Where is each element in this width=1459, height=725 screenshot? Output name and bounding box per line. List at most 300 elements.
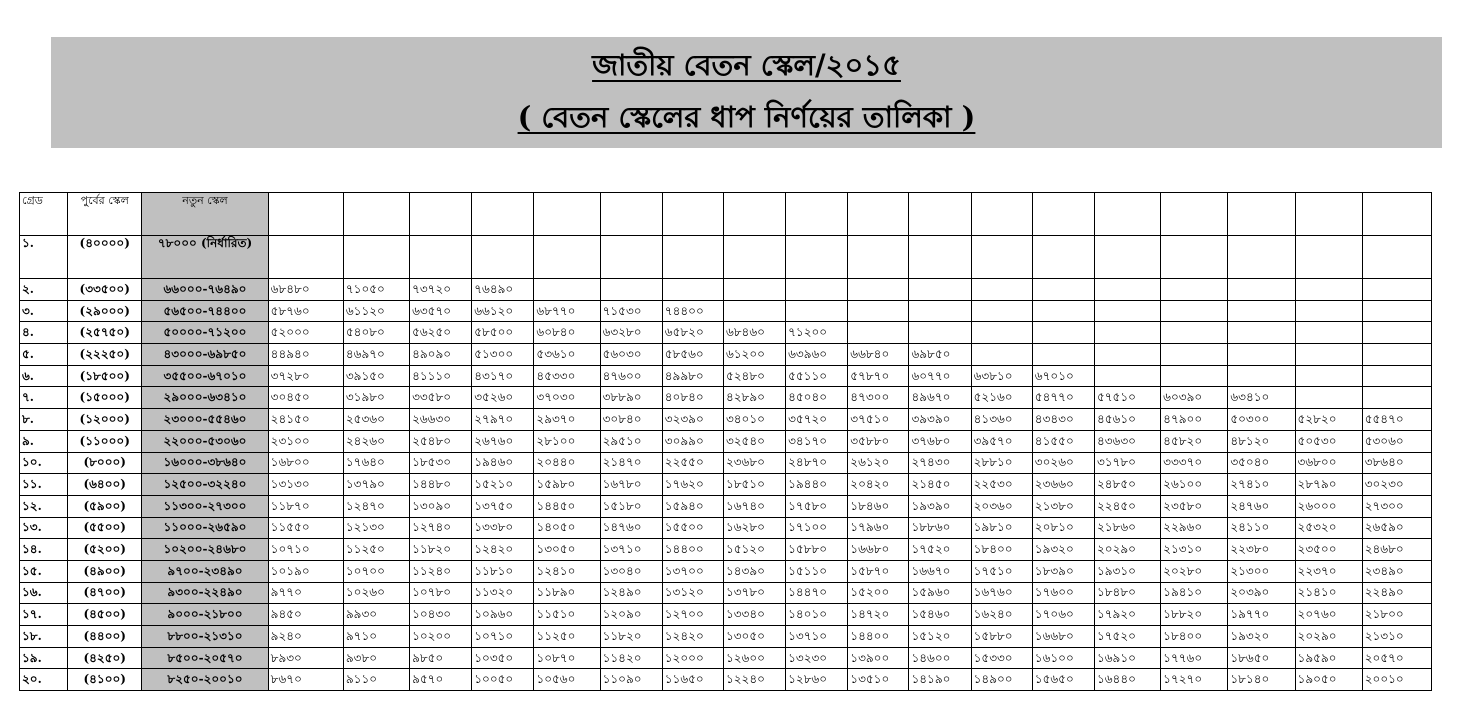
step-cell: ২৪৭৬০ — [1228, 495, 1295, 517]
step-cell: ৬৬৮৪০ — [848, 344, 909, 366]
grade-cell: ১৯. — [20, 647, 68, 669]
step-cell: ২৫৩৬০ — [343, 409, 409, 431]
grade-cell: ৭. — [20, 387, 68, 409]
step-cell: ১৫৮৮০ — [786, 539, 848, 561]
step-cell: ২২৯৬০ — [1161, 517, 1228, 539]
step-cell: ১৫১৮০ — [600, 495, 662, 517]
step-cell: ৮৬৭০ — [268, 669, 343, 691]
new-scale-cell: ৯৭০০-২৩৪৯০ — [142, 560, 268, 582]
step-cell: ২০৭৬০ — [1295, 604, 1362, 626]
step-cell: ৭৪৪০০ — [662, 300, 723, 322]
old-scale-cell: (৪০০০০) — [68, 236, 142, 279]
step-cell: ২১৪৭০ — [600, 452, 662, 474]
empty-cell — [1032, 344, 1094, 366]
step-cell: ১৬৮০০ — [268, 452, 343, 474]
step-cell: ৫৬২৫০ — [410, 322, 472, 344]
page-subtitle: ( বেতন স্কেলের ধাপ নির্ণয়ের তালিকা ) — [517, 100, 976, 134]
step-cell: ১৭৬২০ — [662, 474, 723, 496]
step-cell: ১৭২৭০ — [1161, 669, 1228, 691]
old-scale-cell: (৬৪০০) — [68, 474, 142, 496]
step-cell: ২২৪৯০ — [1362, 582, 1431, 604]
new-scale-cell: ৫৬৫০০-৭৪৪০০ — [142, 300, 268, 322]
step-cell: ১০৭১০ — [268, 539, 343, 561]
step-cell: ৪৪৯৪০ — [268, 344, 343, 366]
table-row — [20, 604, 1432, 626]
step-cell: ১৮৩৯০ — [1032, 560, 1094, 582]
step-cell: ১৪০১০ — [786, 604, 848, 626]
step-cell: ১৯৩২০ — [1032, 539, 1094, 561]
grade-cell: ১১. — [20, 474, 68, 496]
step-cell: ২৬১০০ — [1161, 474, 1228, 496]
step-cell: ১৬৬৮০ — [1032, 626, 1094, 648]
empty-cell — [1295, 322, 1362, 344]
step-cell: ৪৭৯০০ — [1161, 409, 1228, 431]
new-scale-cell: ৯০০০-২১৮০০ — [142, 604, 268, 626]
old-scale-cell: (৪১০০) — [68, 669, 142, 691]
step-cell: ১১৮২০ — [410, 539, 472, 561]
step-cell: ১৫৪৬০ — [909, 604, 971, 626]
step-cell: ২৮৮১০ — [971, 452, 1032, 474]
step-cell: ১৯৮১০ — [971, 517, 1032, 539]
step-cell: ৫০৩০০ — [1228, 409, 1295, 431]
step-cell: ১৬২৪০ — [971, 604, 1032, 626]
title-banner — [51, 37, 1442, 148]
step-cell: ৩৭২৮০ — [268, 365, 343, 387]
step-cell: ১০২০০ — [410, 626, 472, 648]
step-cell: ১৪১৯০ — [909, 669, 971, 691]
empty-cell — [1094, 300, 1160, 322]
step-cell: ২১৪৫০ — [909, 474, 971, 496]
step-cell: ১১০৯০ — [600, 669, 662, 691]
step-cell: ১৪৪০০ — [848, 626, 909, 648]
step-cell: ৫৮৭৬০ — [268, 300, 343, 322]
step-cell: ১৮৮২০ — [1161, 604, 1228, 626]
step-cell: ১৯৫৯০ — [1295, 647, 1362, 669]
table-row — [20, 517, 1432, 539]
step-cell: ১২০৯০ — [600, 604, 662, 626]
empty-cell — [723, 236, 785, 279]
step-cell: ২৩৪৯০ — [1362, 560, 1431, 582]
step-cell: ৫২৮২০ — [1295, 409, 1362, 431]
step-cell: ৭৩৭২০ — [410, 279, 472, 301]
empty-cell — [1362, 365, 1431, 387]
step-cell: ১৯৩৯০ — [909, 495, 971, 517]
step-cell: ১৫৯৬০ — [909, 582, 971, 604]
step-cell: ২৯৫১০ — [600, 430, 662, 452]
step-cell: ১৭৬৪০ — [343, 452, 409, 474]
new-scale-cell: ৮২৫০-২০০১০ — [142, 669, 268, 691]
step-cell: ২৪১৫০ — [268, 409, 343, 431]
step-cell: ৩২৩৯০ — [662, 409, 723, 431]
grade-cell: ৮. — [20, 409, 68, 431]
header-old-scale: পুর্বের স্কেল — [68, 193, 142, 236]
empty-cell — [1161, 365, 1228, 387]
step-cell: ১১৫১০ — [534, 604, 600, 626]
new-scale-cell: ৮৫০০-২০৫৭০ — [142, 647, 268, 669]
step-cell: ৪৩৪৩০ — [1032, 409, 1094, 431]
step-cell: ৫৮৫৬০ — [662, 344, 723, 366]
step-cell: ৩০২৬০ — [1032, 452, 1094, 474]
step-cell: ৩৪১৭০ — [786, 430, 848, 452]
step-cell: ৩৬৮০০ — [1295, 452, 1362, 474]
step-cell: ৫৪৭৭০ — [1032, 387, 1094, 409]
step-cell: ২২৩৮০ — [1228, 539, 1295, 561]
step-cell: ১৫৩৩০ — [971, 647, 1032, 669]
step-cell: ৫৫৪৭০ — [1362, 409, 1431, 431]
empty-cell — [1362, 322, 1431, 344]
step-cell: ২৬০০০ — [1295, 495, 1362, 517]
step-cell: ৬৭০১০ — [1032, 365, 1094, 387]
old-scale-cell: (৪৪০০) — [68, 626, 142, 648]
step-cell: ১৫৮৭০ — [848, 560, 909, 582]
step-cell: ১৬৭৮০ — [600, 474, 662, 496]
step-cell: ১৬১০০ — [1032, 647, 1094, 669]
table-row — [20, 669, 1432, 691]
step-cell: ১৪৯০০ — [971, 669, 1032, 691]
step-cell: ৪৩৬৩০ — [1094, 430, 1160, 452]
step-cell: ১২৪২০ — [472, 539, 534, 561]
empty-cell — [848, 236, 909, 279]
step-cell: ১০৩৫০ — [472, 647, 534, 669]
step-cell: ১৭৯২০ — [1094, 604, 1160, 626]
step-cell: ৩৭৬৮০ — [909, 430, 971, 452]
empty-cell — [971, 300, 1032, 322]
step-cell: ৪৬৯৭০ — [343, 344, 409, 366]
step-cell: ১৩১৩০ — [268, 474, 343, 496]
empty-cell — [1362, 279, 1431, 301]
step-cell: ৪৫৮২০ — [1161, 430, 1228, 452]
old-scale-cell: (৫৫০০) — [68, 517, 142, 539]
step-cell: ৪৭৬০০ — [600, 365, 662, 387]
step-cell: ৪০৮৪০ — [662, 387, 723, 409]
step-cell: ৬৩৮১০ — [971, 365, 1032, 387]
step-cell: ৯৩৮০ — [343, 647, 409, 669]
empty-cell — [1094, 322, 1160, 344]
step-cell: ১৩৭৯০ — [343, 474, 409, 496]
step-cell: ১০৮৭০ — [534, 647, 600, 669]
empty-cell — [662, 236, 723, 279]
grade-cell: ৫. — [20, 344, 68, 366]
empty-cell — [848, 300, 909, 322]
empty-cell — [1228, 344, 1295, 366]
step-cell: ২৫৩২০ — [1295, 517, 1362, 539]
step-cell: ১৭৬০০ — [1032, 582, 1094, 604]
step-cell: ৩৩৫৮০ — [410, 387, 472, 409]
old-scale-cell: (১৮৫০০) — [68, 365, 142, 387]
step-cell: ১১৬৫০ — [662, 669, 723, 691]
step-cell: ২০৩৬০ — [971, 495, 1032, 517]
empty-cell — [410, 236, 472, 279]
step-cell: ১২২৪০ — [723, 669, 785, 691]
step-cell: ৯২৪০ — [268, 626, 343, 648]
grade-cell: ১৬. — [20, 582, 68, 604]
step-cell: ১৫১১০ — [786, 560, 848, 582]
empty-cell — [1094, 344, 1160, 366]
step-cell: ১৫২১০ — [472, 474, 534, 496]
empty-cell — [1161, 344, 1228, 366]
empty-cell — [1228, 322, 1295, 344]
step-cell: ৮৯৩০ — [268, 647, 343, 669]
empty-cell — [971, 279, 1032, 301]
old-scale-cell: (৮০০০) — [68, 452, 142, 474]
step-cell: ২১৮০০ — [1362, 604, 1431, 626]
empty-cell — [1362, 344, 1431, 366]
table-row — [20, 647, 1432, 669]
table-row — [20, 626, 1432, 648]
pay-scale-table — [19, 192, 1432, 691]
table-row — [20, 474, 1432, 496]
step-cell: ৫১৩০০ — [472, 344, 534, 366]
new-scale-cell: ২৩০০০-৫৫৪৬০ — [142, 409, 268, 431]
step-cell: ৩৮৮৯০ — [600, 387, 662, 409]
step-cell: ২১৩৮০ — [1032, 495, 1094, 517]
step-cell: ৩১৭৮০ — [1094, 452, 1160, 474]
step-cell: ১৯৩১০ — [1094, 560, 1160, 582]
step-cell: ২০৫৭০ — [1362, 647, 1431, 669]
empty-cell — [786, 300, 848, 322]
step-cell: ১৮৬৫০ — [1228, 647, 1295, 669]
step-cell: ৬৩২৮০ — [600, 322, 662, 344]
step-cell: ৩৫০৪০ — [1228, 452, 1295, 474]
old-scale-cell: (৫৯০০) — [68, 495, 142, 517]
empty-cell — [1228, 279, 1295, 301]
step-cell: ৪৯৯৮০ — [662, 365, 723, 387]
step-cell: ৯৯৩০ — [343, 604, 409, 626]
header-grade: গ্রেড — [20, 193, 68, 236]
old-scale-cell: (৪৯০০) — [68, 560, 142, 582]
grade-cell: ১৪. — [20, 539, 68, 561]
empty-cell — [1362, 300, 1431, 322]
step-cell: ৬৬১২০ — [472, 300, 534, 322]
step-cell: ৫৪০৮০ — [343, 322, 409, 344]
step-cell: ৯৮৫০ — [410, 647, 472, 669]
step-cell: ১০০৫০ — [472, 669, 534, 691]
step-cell: ২৭৩০০ — [1362, 495, 1431, 517]
step-cell: ২৬৭৬০ — [472, 430, 534, 452]
step-cell: ২১৮৬০ — [1094, 517, 1160, 539]
step-cell: ২৪৬৮০ — [1362, 539, 1431, 561]
grade-cell: ২০. — [20, 669, 68, 691]
empty-cell — [1228, 236, 1295, 279]
step-cell: ৯১১০ — [343, 669, 409, 691]
step-cell: ১৫৯৮০ — [534, 474, 600, 496]
step-cell: ৩৫৭২০ — [786, 409, 848, 431]
empty-cell — [1295, 344, 1362, 366]
step-cell: ২৩১০০ — [268, 430, 343, 452]
step-cell: ৩৪০১০ — [723, 409, 785, 431]
step-cell: ১৬৪৪০ — [1094, 669, 1160, 691]
step-cell: ৩৭৫১০ — [848, 409, 909, 431]
step-cell: ৬০৩৯০ — [1161, 387, 1228, 409]
table-row — [20, 495, 1432, 517]
step-cell: ১৩৭৫০ — [472, 495, 534, 517]
grade-cell: ১৫. — [20, 560, 68, 582]
step-cell: ২৭৯৭০ — [472, 409, 534, 431]
step-cell: ২০৪২০ — [848, 474, 909, 496]
step-cell: ১২৭৪০ — [410, 517, 472, 539]
empty-cell — [268, 236, 343, 279]
step-cell: ২৩৬৮০ — [723, 452, 785, 474]
step-cell: ১৫৬৫০ — [1032, 669, 1094, 691]
grade-cell: ৬. — [20, 365, 68, 387]
step-cell: ৬০৭৭০ — [909, 365, 971, 387]
step-cell: ১০১৯০ — [268, 560, 343, 582]
step-cell: ২২৫৫০ — [662, 452, 723, 474]
step-cell: ৩০৯৯০ — [662, 430, 723, 452]
step-cell: ৩৭০৩০ — [534, 387, 600, 409]
empty-cell — [343, 236, 409, 279]
step-cell: ১৩১২০ — [662, 582, 723, 604]
new-scale-cell: ৭৮০০০ (নির্ধারিত) — [142, 236, 268, 279]
step-cell: ৩৮৬৪০ — [1362, 452, 1431, 474]
new-scale-cell: ৩৫৫০০-৬৭০১০ — [142, 365, 268, 387]
step-cell: ৬৫৮২০ — [662, 322, 723, 344]
old-scale-cell: (২৯০০০) — [68, 300, 142, 322]
step-cell: ২১৪১০ — [1295, 582, 1362, 604]
step-cell: ১৭৫১০ — [971, 560, 1032, 582]
header-new-scale: নতুন স্কেল — [142, 193, 268, 236]
step-cell: ৬০৮৪০ — [534, 322, 600, 344]
step-cell: ৩০২৩০ — [1362, 474, 1431, 496]
new-scale-cell: ১২৫০০-৩২২৪০ — [142, 474, 268, 496]
empty-cell — [1295, 300, 1362, 322]
table-row — [20, 279, 1432, 301]
new-scale-cell: ৯৩০০-২২৪৯০ — [142, 582, 268, 604]
step-cell: ১৬২৮০ — [723, 517, 785, 539]
step-cell: ৬৩৫৭০ — [410, 300, 472, 322]
grade-cell: ২. — [20, 279, 68, 301]
empty-cell — [600, 236, 662, 279]
empty-cell — [1032, 322, 1094, 344]
step-cell: ১৩৭০০ — [662, 560, 723, 582]
empty-cell — [786, 279, 848, 301]
step-cell: ১০৭০০ — [343, 560, 409, 582]
step-cell: ১১৪২০ — [600, 647, 662, 669]
step-cell: ২৪৮৭০ — [786, 452, 848, 474]
old-scale-cell: (৫২০০) — [68, 539, 142, 561]
step-cell: ১৮৮৬০ — [909, 517, 971, 539]
step-cell: ১১৮২০ — [600, 626, 662, 648]
step-cell: ১৪৭৬০ — [600, 517, 662, 539]
step-cell: ১১২৪০ — [410, 560, 472, 582]
empty-cell — [848, 279, 909, 301]
step-cell: ৪৯০৯০ — [410, 344, 472, 366]
step-cell: ১৭১০০ — [786, 517, 848, 539]
table-row — [20, 322, 1432, 344]
step-cell: ১৫৮৮০ — [971, 626, 1032, 648]
header-row — [20, 193, 1432, 236]
grade-cell: ৩. — [20, 300, 68, 322]
step-cell: ২৬৬৩০ — [410, 409, 472, 431]
step-cell: ১৬৭৬০ — [971, 582, 1032, 604]
step-cell: ৯৭৭০ — [268, 582, 343, 604]
new-scale-cell: ১০২০০-২৪৬৮০ — [142, 539, 268, 561]
step-cell: ১১২৫০ — [343, 539, 409, 561]
empty-cell — [1295, 279, 1362, 301]
step-cell: ৭১০৫০ — [343, 279, 409, 301]
grade-cell: ১৭. — [20, 604, 68, 626]
step-cell: ২৭৪৩০ — [909, 452, 971, 474]
old-scale-cell: (১৫০০০) — [68, 387, 142, 409]
step-cell: ১৭৫২০ — [909, 539, 971, 561]
step-cell: ১২১৩০ — [343, 517, 409, 539]
step-cell: ৬১১২০ — [343, 300, 409, 322]
step-cell: ৬৩৯৬০ — [786, 344, 848, 366]
empty-cell — [1161, 300, 1228, 322]
old-scale-cell: (১১০০০) — [68, 430, 142, 452]
step-cell: ১৮৪০০ — [971, 539, 1032, 561]
step-cell: ১৭০৬০ — [1032, 604, 1094, 626]
step-cell: ২৩৬৬০ — [1032, 474, 1094, 496]
step-cell: ১৮৫৩০ — [410, 452, 472, 474]
empty-cell — [1228, 300, 1295, 322]
step-cell: ৫৩৬১০ — [534, 344, 600, 366]
table-row — [20, 582, 1432, 604]
old-scale-cell: (৪২৫০) — [68, 647, 142, 669]
empty-cell — [1094, 365, 1160, 387]
step-cell: ১৬৬৭০ — [909, 560, 971, 582]
step-cell: ১০৭১০ — [472, 626, 534, 648]
empty-cell — [1228, 365, 1295, 387]
empty-cell — [1161, 322, 1228, 344]
old-scale-cell: (২২২৫০) — [68, 344, 142, 366]
table-row — [20, 452, 1432, 474]
step-cell: ২১৩১০ — [1362, 626, 1431, 648]
step-cell: ১১২৫০ — [534, 626, 600, 648]
step-cell: ৩০৪৫০ — [268, 387, 343, 409]
step-cell: ২৭৪১০ — [1228, 474, 1295, 496]
step-cell: ২৯৩৭০ — [534, 409, 600, 431]
step-cell: ২২৫৩০ — [971, 474, 1032, 496]
empty-cell — [1295, 365, 1362, 387]
old-scale-cell: (৪৫০০) — [68, 604, 142, 626]
step-cell: ১৪৪৭০ — [786, 582, 848, 604]
step-cell: ৩১৯৮০ — [343, 387, 409, 409]
step-cell: ১৪০৫০ — [534, 517, 600, 539]
page-title: জাতীয় বেতন স্কেল/২০১৫ — [592, 48, 901, 82]
step-cell: ১৪৪০০ — [662, 539, 723, 561]
step-cell: ১৯৭৭০ — [1228, 604, 1295, 626]
step-cell: ২১৩০০ — [1228, 560, 1295, 582]
step-cell: ১৩০৫০ — [723, 626, 785, 648]
step-cell: ৩২৫৪০ — [723, 430, 785, 452]
step-cell: ১১৮৭০ — [268, 495, 343, 517]
step-cell: ৫৩০৬০ — [1362, 430, 1431, 452]
step-cell: ৩৫২৬০ — [472, 387, 534, 409]
step-cell: ২৮১০০ — [534, 430, 600, 452]
step-cell: ৩৩৩৭০ — [1161, 452, 1228, 474]
step-cell: ১২৪২০ — [662, 626, 723, 648]
new-scale-cell: ১১০০০-২৬৫৯০ — [142, 517, 268, 539]
step-cell: ৫২১৬০ — [971, 387, 1032, 409]
step-cell: ২১৩১০ — [1161, 539, 1228, 561]
table-row — [20, 560, 1432, 582]
step-cell: ১৭৯৬০ — [848, 517, 909, 539]
step-cell: ৬৮৪৬০ — [723, 322, 785, 344]
empty-cell — [909, 322, 971, 344]
table-row — [20, 409, 1432, 431]
step-cell: ১৫২০০ — [848, 582, 909, 604]
table-row — [20, 236, 1432, 279]
empty-cell — [1295, 387, 1362, 409]
step-cell: ৩৯৫৭০ — [971, 430, 1032, 452]
step-cell: ১৩৩৮০ — [472, 517, 534, 539]
new-scale-cell: ১১৩০০-২৭৩০০ — [142, 495, 268, 517]
table-row — [20, 300, 1432, 322]
step-cell: ১৩৫১০ — [848, 669, 909, 691]
step-cell: ১৯৩২০ — [1228, 626, 1295, 648]
step-cell: ৬১২০০ — [723, 344, 785, 366]
